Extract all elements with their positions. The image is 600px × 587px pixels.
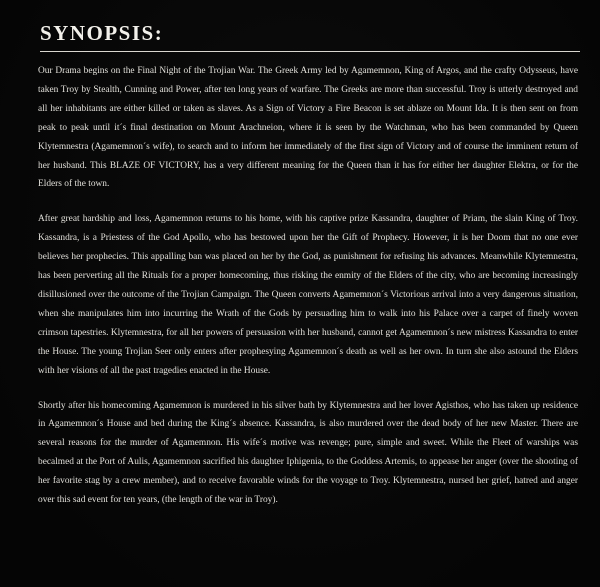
paragraph-3: Shortly after his homecoming Agamemnon is murdered in his silver bath by Klytemnestra and her lover Agisthos, who has taken up residence in Agamemnon´s House and bed during the King´s absence. Kassandra, is also murdered over the dead body of her new Master. There are several reasons for the murder of Agamemnon. His wife´s motive was revenge; pure, simple and sweet. While the Fleet of warships was becalmed at the Port of Aulis, Agamemnon sacrified his daughter Iphigenia, to the Goddess Artemis, to appease her anger (over the shooting of her favorite stag by a crew member), and to receive favorable winds for the voyage to Troy. Klytemnestra, nursed her grief, hatred and anger over this sad event for ten years, (the length of the war in Troy).: [38, 400, 578, 506]
paragraph-2: After great hardship and loss, Agamemnon returns to his home, with his captive prize Kassandra, daughter of Priam, the slain King of Troy. Kassandra, is a Priestess of the God Apollo, who has bestowed upon her the Gift of Prophecy. However, it is her Doom that no one ever believes her prophecies. This appalling ban was placed on her by the God, as punishment for refusing his advances. Meanwhile Klytemnestra, has been perverting all the Rituals for a proper homecoming, thus risking the enmity of the Elders of the city, who are becoming increasingly disillusioned over the outcome of the Trojian Campaign. The Queen converts Agamemnon´s Victorious arrival into a very dangerous situation, when she manipulates him into incurring the Wrath of the Gods by persuading him to walk into his Palace over a carpet of finely woven crimson tapestries. Klytemnestra, for all her powers of persuasion with her husband, cannot get Agamemnon´s new mistress Kassandra to enter the House. The young Trojian Seer only enters after prophesying Agamemnon´s death as well as her own. In turn she also astound the Elders with her visions of all the past tragedies enacted in the House.: [38, 214, 578, 376]
paragraph-1: Our Drama begins on the Final Night of the Trojian War. The Greek Army led by Agamemnon, King of Argos, and the crafty Odysseus, have taken Troy by Stealth, Cunning and Power, after ten long years of warfare. The Greeks are more than successful. Troy is utterly destroyed and all her inhabitants are either killed or taken as slaves. As a Sign of Victory a Fire Beacon is set ablaze on Mount Ida. It is then sent on from peak to peak until it´s final destination on Mount Arachneion, where it is seen by the Watchman, who has been commanded by Queen Klytemnestra (Agamemnon´s wife), to search and to inform her immediately of the first sign of Victory and of course the imminent return of her husband. This BLAZE OF VICTORY, has a very different meaning for the Queen than it has for either her daughter Elektra, or for the Elders of the town.: [38, 66, 578, 190]
synopsis-body: [38, 62, 578, 526]
section-header: [40, 20, 574, 52]
page-title: SYNOPSIS:: [40, 21, 164, 45]
title-underline: [40, 51, 580, 52]
